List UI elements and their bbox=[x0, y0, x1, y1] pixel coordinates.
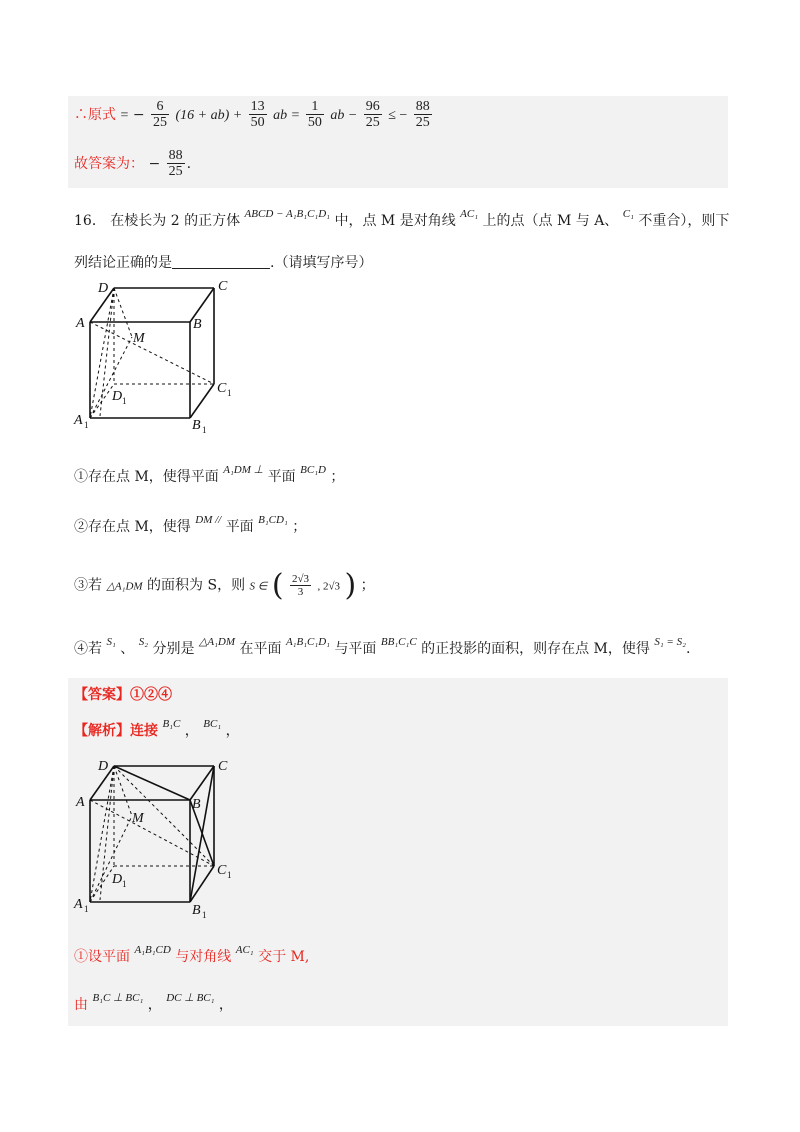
expr-le: ≤ − bbox=[388, 107, 408, 123]
option-2-plane: B₁CD₁ bbox=[258, 514, 288, 526]
step-1-a: ①设平面 bbox=[74, 949, 130, 965]
answer-blank bbox=[172, 268, 270, 269]
fig2-label-C: C bbox=[218, 759, 228, 774]
fig2-label-M: M bbox=[132, 811, 144, 826]
fig2-label-C1: C bbox=[217, 863, 227, 878]
step-2-a: 由 bbox=[74, 997, 88, 1013]
fig2-label-D: D bbox=[98, 759, 109, 774]
option-2-line: DM // bbox=[195, 514, 222, 526]
option-1-plane-a: A₁DM ⊥ bbox=[223, 464, 264, 476]
fig2-label-B1-sub: 1 bbox=[202, 910, 207, 920]
fig2-label-B: B bbox=[192, 797, 201, 812]
option-4-end: . bbox=[685, 641, 691, 657]
analysis-comma: ， bbox=[184, 723, 199, 739]
answer-line bbox=[74, 684, 172, 704]
step-2-expr-1: B₁C ⊥ BC₁ bbox=[92, 992, 144, 1004]
problem-text-line2: 列结论正确的是 bbox=[74, 255, 172, 271]
label-A1: A bbox=[74, 413, 83, 428]
step-1-b: 与对角线 bbox=[175, 949, 232, 965]
label-C1: C bbox=[217, 381, 227, 396]
option-3-mid: 的面积为 S，则 bbox=[147, 577, 246, 594]
step-2-line bbox=[74, 994, 233, 1014]
expr-paren: (16 + ab) + bbox=[175, 107, 243, 123]
option-4-text: ④若 bbox=[74, 641, 102, 657]
label-B1: B bbox=[192, 418, 201, 433]
analysis-bc1: BC₁ bbox=[203, 718, 222, 730]
problem-16-line-2 bbox=[74, 252, 372, 272]
cube-name: ABCD − A₁B₁C₁D₁ bbox=[244, 208, 331, 220]
fig2-label-D1: D bbox=[112, 872, 123, 887]
previous-answer-line: ∴原式 = − $\frac{6}{25}$ (16 + ab) + $\frac{13}{50}$ ab = $\frac{1}{50}$ ab − $\frac{96}{25}$ ≤ − $\frac{88}{25}$ bbox=[74, 99, 430, 131]
final-answer-label: 故答案为： bbox=[74, 155, 144, 172]
fig2-label-B1: B bbox=[192, 903, 201, 918]
diagonal-name: AC₁ bbox=[460, 208, 479, 220]
fraction-96-25: $\frac{96}{25}$ bbox=[365, 99, 380, 131]
option-4-d: 的正投影的面积，则存在点 M，使得 bbox=[421, 641, 650, 657]
analysis-comma2: ， bbox=[225, 723, 240, 739]
step-1-diag: AC₁ bbox=[235, 944, 254, 956]
step-2-comma-end: ， bbox=[218, 997, 233, 1013]
fraction-1-50: $\frac{1}{50}$ bbox=[307, 99, 322, 131]
interval-fraction: $\frac{2√3}{3}$ bbox=[292, 572, 310, 598]
fig2-label-A: A bbox=[76, 795, 85, 810]
label-B: B bbox=[193, 317, 202, 332]
expr-eq2: = bbox=[291, 107, 300, 123]
label-D1-sub: 1 bbox=[122, 396, 127, 406]
step-1-line bbox=[74, 946, 309, 966]
option-1-mid: 平面 bbox=[267, 469, 296, 485]
problem-number: 16． bbox=[74, 213, 106, 229]
cube-figure-2 bbox=[70, 752, 240, 922]
expr-ab-minus: ab − bbox=[330, 107, 358, 123]
label-M: M bbox=[133, 331, 145, 346]
problem-16-line-1 bbox=[74, 210, 729, 230]
label-B1-sub: 1 bbox=[202, 425, 207, 435]
interval-close-paren: ) bbox=[344, 568, 357, 603]
problem-text-line2b: .（请填写序号） bbox=[270, 255, 373, 271]
analysis-line bbox=[74, 720, 240, 740]
problem-text-b: 中，点 M 是对角线 bbox=[334, 213, 456, 229]
option-4-eq: S₁ = S₂ bbox=[654, 636, 686, 648]
fig2-label-D1-sub: 1 bbox=[122, 879, 127, 889]
cube-figure-1 bbox=[70, 276, 240, 436]
option-4-triangle: △A₁DM bbox=[198, 636, 236, 648]
option-2-end: ； bbox=[292, 519, 307, 535]
option-4-b: 在平面 bbox=[239, 641, 282, 657]
option-4-s1: S₁ bbox=[106, 636, 116, 648]
fig2-label-C1-sub: 1 bbox=[227, 870, 232, 880]
option-4-a: 分别是 bbox=[152, 641, 195, 657]
step-1-c: 交于 M, bbox=[258, 949, 310, 965]
problem-text-d: 不重合），则下 bbox=[638, 213, 730, 229]
fraction-13-50: $\frac{13}{50}$ bbox=[250, 99, 265, 131]
fig2-label-A1-sub: 1 bbox=[84, 904, 89, 914]
option-4-plane2: BB₁C₁C bbox=[380, 636, 417, 648]
fig2-label-A1: A bbox=[74, 897, 83, 912]
label-C: C bbox=[218, 279, 228, 294]
option-2-mid: 平面 bbox=[225, 519, 254, 535]
option-2 bbox=[74, 516, 306, 536]
option-2-text: ②存在点 M，使得 bbox=[74, 519, 191, 535]
option-3 bbox=[74, 568, 375, 603]
problem-text-c: 上的点（点 M 与 A、 bbox=[482, 213, 619, 229]
option-3-end: ； bbox=[360, 577, 375, 594]
option-4-s2: S₂ bbox=[138, 636, 149, 648]
option-1-text: ①存在点 M，使得平面 bbox=[74, 469, 219, 485]
step-2-expr-2: DC ⊥ BC₁ bbox=[166, 992, 215, 1004]
option-4-sep: 、 bbox=[120, 641, 135, 657]
label-D1: D bbox=[112, 389, 123, 404]
fraction-6-25: $\frac{6}{25}$ bbox=[153, 99, 167, 131]
final-fraction: $\frac{88}{25}$ bbox=[168, 148, 183, 180]
label-D: D bbox=[98, 281, 109, 296]
analysis-b1c: B₁C bbox=[162, 718, 181, 730]
option-4-c: 与平面 bbox=[334, 641, 377, 657]
option-3-triangle: △A₁DM bbox=[106, 580, 143, 593]
label-A: A bbox=[76, 316, 85, 331]
final-answer-line: 故答案为： − $\frac{88}{25}$ . bbox=[74, 148, 192, 180]
problem-text-a: 在棱长为 2 的正方体 bbox=[110, 213, 241, 229]
option-3-text: ③若 bbox=[74, 577, 102, 594]
label-A1-sub: 1 bbox=[84, 420, 89, 430]
interval-open-paren: ( bbox=[271, 568, 284, 603]
c1-name: C₁ bbox=[622, 208, 634, 220]
expr-eq1: = bbox=[120, 107, 129, 123]
expr-ab: ab bbox=[273, 107, 288, 123]
step-2-comma: ， bbox=[147, 997, 162, 1013]
option-4 bbox=[74, 638, 690, 658]
label-C1-sub: 1 bbox=[227, 388, 232, 398]
option-3-s-in: S ∈ bbox=[249, 580, 268, 593]
step-1-plane: A₁B₁CD bbox=[134, 944, 171, 956]
analysis-label: 【解析】连接 bbox=[74, 723, 158, 739]
therefore-prefix: ∴原式 bbox=[74, 106, 116, 123]
option-1-plane-b: BC₁D bbox=[300, 464, 326, 476]
option-1-end: ； bbox=[330, 469, 345, 485]
option-4-plane1: A₁B₁C₁D₁ bbox=[285, 636, 330, 648]
option-1 bbox=[74, 466, 344, 486]
answer-label: 【答案】①②④ bbox=[74, 687, 172, 703]
fraction-88-25: $\frac{88}{25}$ bbox=[415, 99, 430, 131]
interval-right: , 2√3 bbox=[317, 580, 341, 593]
